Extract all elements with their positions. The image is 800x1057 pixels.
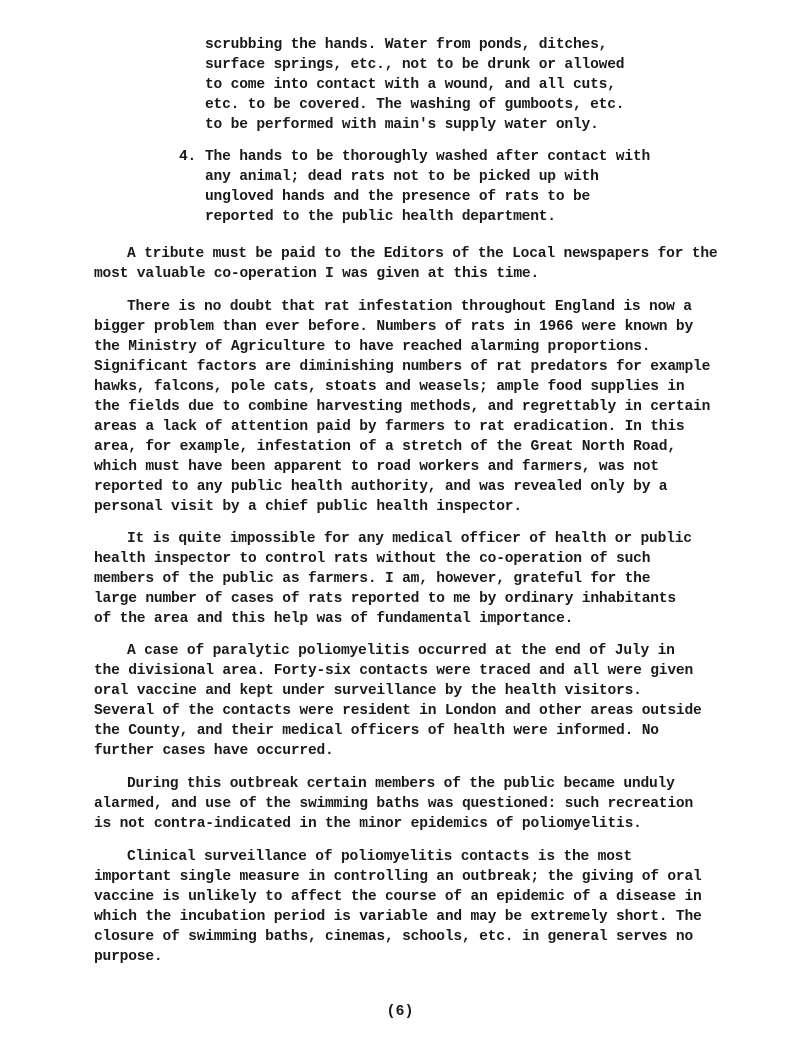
para1-line-1: A tribute must be paid to the Editors of the Local newspapers for the	[127, 246, 718, 262]
para2-line-8: area, for example, infestation of a stretch of the Great North Road,	[94, 439, 676, 455]
para2-line-7: areas a lack of attention paid by farmers to rat eradication. In this	[94, 419, 685, 435]
para5-line-2: alarmed, and use of the swimming baths was questioned: such recreation	[94, 796, 694, 812]
item4-number: 4.	[179, 149, 197, 165]
item3-line-4: etc. to be covered. The washing of gumboots, etc.	[205, 97, 625, 113]
para2-line-5: hawks, falcons, pole cats, stoats and weasels; ample food supplies in	[94, 379, 685, 395]
para1-line-2: most valuable co-operation I was given at this time.	[94, 266, 539, 282]
para4-line-3: oral vaccine and kept under surveillance by the health visitors.	[94, 683, 642, 699]
para3-line-1: It is quite impossible for any medical officer of health or public	[127, 531, 692, 547]
para4-line-5: the County, and their medical officers of health were informed. No	[94, 723, 659, 739]
para6-line-4: which the incubation period is variable and may be extremely short. The	[94, 909, 702, 925]
para4-line-6: further cases have occurred.	[94, 743, 334, 759]
para2-line-1: There is no doubt that rat infestation throughout England is now a	[127, 299, 692, 315]
para2-line-11: personal visit by a chief public health inspector.	[94, 499, 522, 515]
para6-line-3: vaccine is unlikely to affect the course of an epidemic of a disease in	[94, 889, 702, 905]
para6-line-6: purpose.	[94, 949, 163, 965]
para6-line-2: important single measure in controlling an outbreak; the giving of oral	[94, 869, 702, 885]
item3-line-3: to come into contact with a wound, and all cuts,	[205, 77, 616, 93]
para3-line-5: of the area and this help was of fundamental importance.	[94, 611, 574, 627]
para2-line-4: Significant factors are diminishing numbers of rat predators for example	[94, 359, 711, 375]
item3-line-5: to be performed with main's supply water only.	[205, 117, 599, 133]
page-number: (6)	[386, 1003, 414, 1020]
para2-line-9: which must have been apparent to road workers and farmers, was not	[94, 459, 659, 475]
item4-line-1: The hands to be thoroughly washed after contact with	[205, 149, 650, 165]
para2-line-6: the fields due to combine harvesting methods, and regrettably in certain	[94, 399, 711, 415]
para4-line-1: A case of paralytic poliomyelitis occurred at the end of July in	[127, 643, 675, 659]
para5-line-3: is not contra-indicated in the minor epidemics of poliomyelitis.	[94, 816, 642, 832]
para4-line-2: the divisional area. Forty-six contacts were traced and all were given	[94, 663, 694, 679]
para4-line-4: Several of the contacts were resident in London and other areas outside	[94, 703, 702, 719]
para6-line-5: closure of swimming baths, cinemas, schools, etc. in general serves no	[94, 929, 694, 945]
item4-line-2: any animal; dead rats not to be picked up with	[205, 169, 599, 185]
para5-line-1: During this outbreak certain members of the public became unduly	[127, 776, 675, 792]
para6-line-1: Clinical surveillance of poliomyelitis contacts is the most	[127, 849, 632, 865]
para3-line-2: health inspector to control rats without the co-operation of such	[94, 551, 651, 567]
para3-line-3: members of the public as farmers. I am, however, grateful for the	[94, 571, 651, 587]
item3-line-1: scrubbing the hands. Water from ponds, ditches,	[205, 37, 608, 53]
item4-line-4: reported to the public health department.	[205, 209, 556, 225]
para2-line-3: the Ministry of Agriculture to have reached alarming proportions.	[94, 339, 651, 355]
item3-line-2: surface springs, etc., not to be drunk or allowed	[205, 57, 625, 73]
para2-line-10: reported to any public health authority, and was revealed only by a	[94, 479, 668, 495]
para3-line-4: large number of cases of rats reported to me by ordinary inhabitants	[94, 591, 676, 607]
item4-line-3: ungloved hands and the presence of rats to be	[205, 189, 591, 205]
para2-line-2: bigger problem than ever before. Numbers of rats in 1966 were known by	[94, 319, 694, 335]
